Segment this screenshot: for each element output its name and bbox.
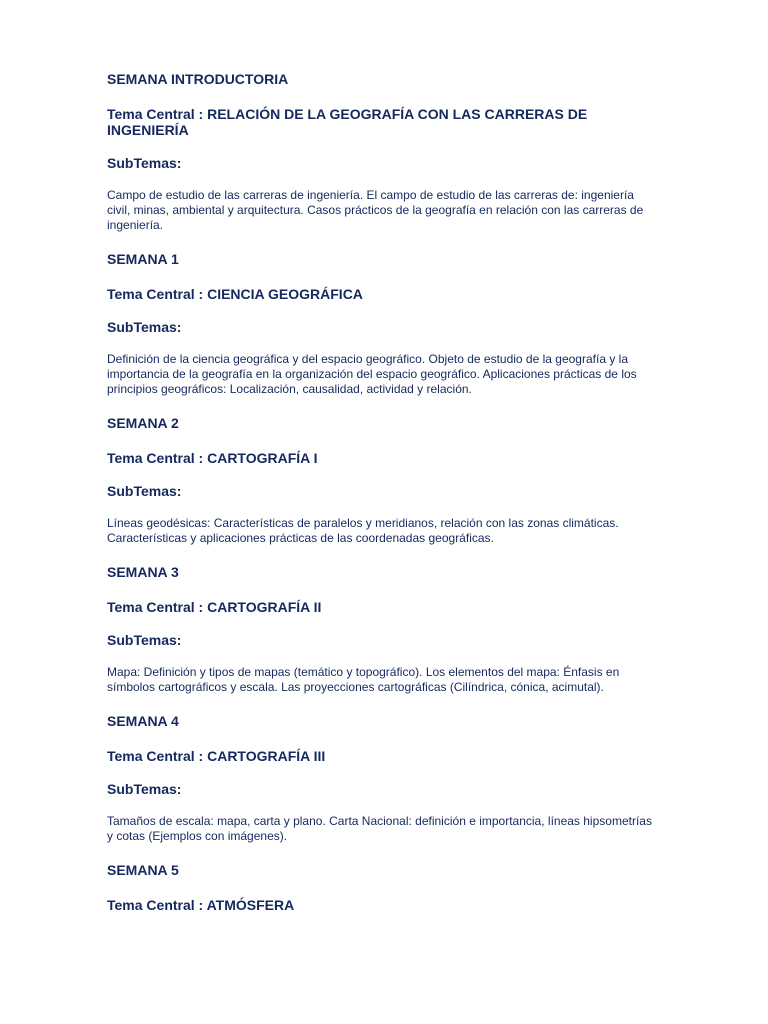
subtopics-label: SubTemas: [107, 483, 182, 499]
subtopics-text: Campo de estudio de las carreras de ingeniería. El campo de estudio de las carreras de: ingeniería civil, minas, ambiental y arquitectura. Casos prácticos de la geografía en relación con las carreras de ingeniería. [107, 188, 644, 232]
week-title: SEMANA INTRODUCTORIA [107, 71, 289, 87]
week-section-2 [107, 415, 659, 564]
subtopics-label: SubTemas: [107, 632, 182, 648]
subtopics-text: Líneas geodésicas: Características de paralelos y meridianos, relación con las zonas climáticas. Características y aplicaciones prácticas de las coordenadas geográficas. [107, 516, 619, 545]
week-section-1 [107, 251, 659, 415]
subtopics-text: Tamaños de escala: mapa, carta y plano. Carta Nacional: definición e importancia, líneas hipsometrías y cotas (Ejemplos con imágenes). [107, 814, 652, 843]
week-title: SEMANA 2 [107, 415, 179, 431]
week-title: SEMANA 1 [107, 251, 179, 267]
week-section-introductory [107, 71, 659, 251]
central-topic: Tema Central : CIENCIA GEOGRÁFICA [107, 286, 363, 302]
central-topic: Tema Central : CARTOGRAFÍA I [107, 450, 318, 466]
subtopics-label: SubTemas: [107, 319, 182, 335]
central-topic: Tema Central : ATMÓSFERA [107, 897, 295, 913]
subtopics-label: SubTemas: [107, 155, 182, 171]
week-title: SEMANA 5 [107, 862, 179, 878]
week-section-4 [107, 713, 659, 862]
week-section-5 [107, 862, 659, 913]
week-title: SEMANA 4 [107, 713, 179, 729]
central-topic: Tema Central : RELACIÓN DE LA GEOGRAFÍA CON LAS CARRERAS DE INGENIERÍA [107, 106, 588, 138]
central-topic: Tema Central : CARTOGRAFÍA III [107, 748, 326, 764]
week-title: SEMANA 3 [107, 564, 179, 580]
subtopics-text: Mapa: Definición y tipos de mapas (temático y topográfico). Los elementos del mapa: Énfasis en símbolos cartográficos y escala. Las proyecciones cartográficas (Cilíndrica, cónica, acimutal). [107, 665, 620, 694]
week-section-3 [107, 564, 659, 713]
syllabus-document [107, 71, 659, 913]
subtopics-text: Definición de la ciencia geográfica y del espacio geográfico. Objeto de estudio de la geografía y la importancia de la geografía en la organización del espacio geográfico. Aplicaciones prácticas de los principios geográficos: Localización, causalidad, actividad y relación. [107, 352, 637, 396]
subtopics-label: SubTemas: [107, 781, 182, 797]
central-topic: Tema Central : CARTOGRAFÍA II [107, 599, 322, 615]
